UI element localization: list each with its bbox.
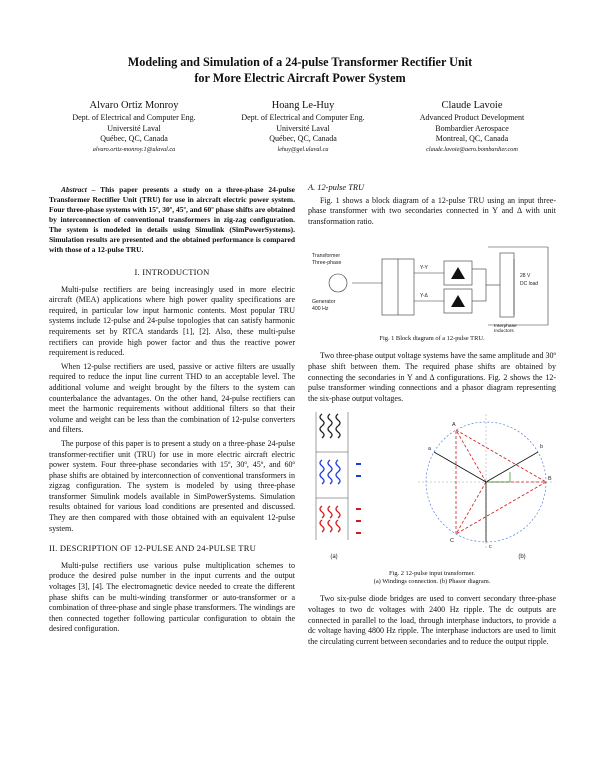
- author-3: [388, 99, 556, 155]
- intro-paragraph-2: When 12-pulse rectifiers are used, passive or active filters are usually required to reduce the input line current THD to an acceptable level. The additional volume and weight brought by the filters to the system can counterbalance the advantages. On the other hand, 24-pulse rectifiers can meet the harmonic requirements without additional filters so that their volume and weight can be less than the combination of 12-pulse converters and filters.: [49, 361, 295, 435]
- fig1-label-transformer: Transformer: [312, 253, 341, 260]
- author-2: [219, 99, 387, 155]
- abstract-text: This paper presents a study on a three-phase 24-pulse Transformer Rectifier Unit (TRU) for use in aircraft electric power system. Four three-phase systems with 15º, 30º, 45º, and 60º phase shifts are obtained by interconnection of conventional transformers in zig-zag configuration. The system is modeled in details using Simulink (SimPowerSystems). Simulation results are presented and the obtained performance is compared with those of a 12-pulse TRU.: [49, 185, 295, 254]
- author-org: Université Laval: [107, 123, 161, 133]
- intro-paragraph-3: The purpose of this paper is to present a study on a three-phase 24-pulse transformer-rectifier unit (TRU) for use in more electric aircraft electric power system. Four three-phase secondaries with 15º, 30º, 45º, and 60º phase shifts are obtained by interconnection of conventional transformers in zigzag configuration. The system is modeled by using three-phase transformer Simulink models available in SimPowerSystems. Simulation results obtained for various load conditions are presented and discussed. They are then compared with those obtained with an equivalent 12-pulse system.: [49, 438, 295, 533]
- author-block: [50, 99, 556, 155]
- author-dept: Advanced Product Development: [419, 113, 525, 122]
- left-column: [49, 185, 295, 638]
- author-city: Québec, QC, Canada: [269, 134, 337, 144]
- phasor-label-a: a: [428, 446, 431, 453]
- author-name: Claude Lavoie: [441, 100, 503, 111]
- title-line-2: for More Electric Aircraft Power System: [194, 71, 406, 85]
- author-email: lehuy@gel.ulaval.ca: [277, 145, 329, 153]
- subsection-a-heading: A. 12-pulse TRU: [308, 183, 365, 192]
- phasor-label-C: C: [450, 538, 454, 545]
- fig1-label-generator: Generator: [312, 299, 336, 306]
- phasor-label-A: A: [452, 422, 456, 429]
- figure-2-caption-line-1: Fig. 2 12-pulse input transformer.: [389, 570, 475, 578]
- intro-heading: I. INTRODUCTION: [134, 267, 210, 277]
- fig2-label-b: (b): [518, 554, 526, 561]
- fig1-label-yd: Y-Δ: [420, 293, 428, 300]
- author-org: Université Laval: [276, 123, 330, 133]
- author-city: Québec, QC, Canada: [100, 134, 168, 144]
- title-line-1: Modeling and Simulation of a 24-pulse Transformer Rectifier Unit: [127, 55, 473, 69]
- abstract: [49, 185, 295, 255]
- author-1: [50, 99, 218, 155]
- author-email: alvaro.ortiz-monroy.1@ulaval.ca: [92, 145, 176, 153]
- phasor-label-b: b: [540, 444, 543, 451]
- fig1-label-inductors: Inductors: [494, 329, 514, 334]
- fig1-label-voltage: 28 V: [520, 273, 531, 280]
- figure-1-block-diagram: [308, 239, 556, 333]
- section-2-heading: II. DESCRIPTION OF 12-PULSE AND 24-PULSE TRU: [49, 543, 257, 554]
- subsection-a-paragraph-1: Fig. 1 shows a block diagram of a 12-pulse TRU using an input three-phase transformer with two secondaries connected in Y and Δ with unit transformation ratio.: [308, 195, 556, 226]
- figure-1: [308, 239, 556, 333]
- author-name: Alvaro Ortiz Monroy: [89, 100, 179, 111]
- abstract-label: Abstract: [61, 185, 87, 194]
- fig1-label-yy: Y-Y: [420, 265, 428, 272]
- figure-2: [308, 408, 556, 568]
- fig2-label-a: (a): [330, 554, 338, 561]
- section-2-paragraph-1: Multi-pulse rectifiers use various pulse multiplication schemes to produce the desired pulse number in the input currents and the output voltages [3], [4]. The electromagnetic device needed to create the different phase shifts can be multi-winding transformer or auto-transformer or a combination of three-phase and single phase transformers. The windings are then connected together following particular configuration to obtain the desired configuration.: [49, 560, 295, 634]
- phasor-label-c: c: [489, 544, 492, 551]
- author-email: claude.lavoie@aero.bombardier.com: [426, 145, 518, 153]
- figure-2-drawing: [308, 408, 556, 568]
- fig1-label-three-phase: Three-phase: [312, 260, 342, 267]
- fig1-label-interphase: Interphase: [494, 324, 517, 330]
- figure-2-caption: [308, 570, 556, 586]
- winding-connections: [316, 412, 361, 560]
- author-name: Hoang Le-Huy: [271, 100, 335, 111]
- right-column: [308, 183, 556, 650]
- subsection-a-paragraph-2: Two three-phase output voltage systems have the same amplitude and 30º phase shift between them. The required phase shifts are obtained by connecting the secondaries in Y and Δ configurations. Fig. 2 shows the 12-pulse transformer winding connections and a phasor diagram representing the six-phase output voltages.: [308, 351, 556, 403]
- paper-title: [0, 54, 600, 86]
- figure-1-caption: Fig. 1 Block diagram of a 12-pulse TRU.: [379, 335, 485, 343]
- abstract-dash: –: [86, 185, 101, 194]
- subsection-a-paragraph-3: Two six-pulse diode bridges are used to convert secondary three-phase voltages to two dc voltages with 2400 Hz ripple. The dc outputs are connected in parallel to the load, through interphase inductors, to provide a dc voltage having 4800 Hz ripple. The interphase inductors are used to limit the circulating current between secondaries and to reduce the output ripple.: [308, 594, 556, 646]
- figure-2-caption-line-2: (a) Windings connection. (b) Phasor diagram.: [373, 578, 491, 586]
- phasor-label-B: B: [548, 476, 552, 483]
- author-dept: Dept. of Electrical and Computer Eng.: [72, 113, 196, 122]
- author-dept: Dept. of Electrical and Computer Eng.: [241, 113, 365, 122]
- author-city: Montreal, QC, Canada: [435, 134, 509, 144]
- intro-paragraph-1: Multi-pulse rectifiers are being increasingly used in more electric aircraft (MEA) applications where high power quality specifications are required, in particular low input harmonic contents. Most popular TRU systems include 12-pulse and 24-pulse topologies that can satisfy harmonic requirements set by RTCA standards [1], [2]. Also, these multi-pulse rectifiers can provide high power factor and thus the reactive power requirement is reduced.: [49, 284, 295, 358]
- phasor-diagram: [418, 414, 554, 560]
- author-org: Bombardier Aerospace: [435, 123, 509, 133]
- fig1-label-load: DC load: [520, 281, 539, 288]
- fig1-label-frequency: 400 Hz: [312, 306, 329, 313]
